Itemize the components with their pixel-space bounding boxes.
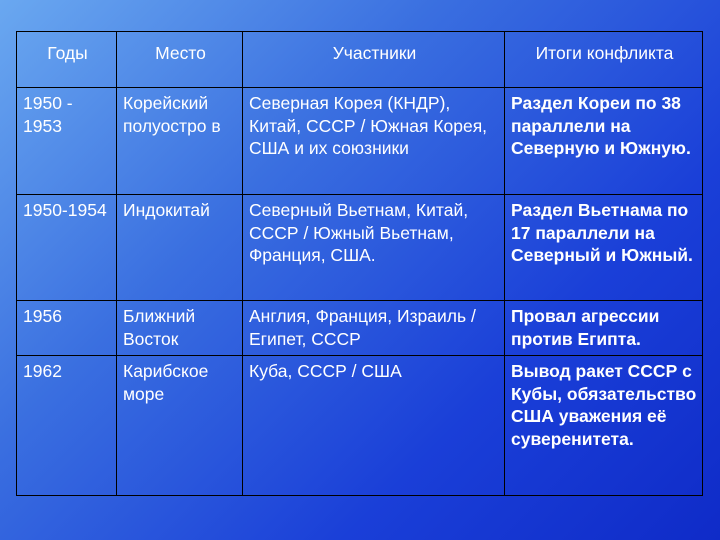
cell-result: Раздел Вьетнама по 17 параллели на Северный и Южный.: [505, 195, 703, 301]
cell-participants: Англия, Франция, Израиль / Египет, СССР: [243, 301, 505, 356]
cell-place: Ближний Восток: [117, 301, 243, 356]
table-row: [17, 356, 703, 496]
cell-result: Провал агрессии против Египта.: [505, 301, 703, 356]
header-row: [17, 32, 703, 88]
cell-result: Вывод ракет СССР с Кубы, обязательство США уважения её суверенитета.: [505, 356, 703, 496]
header-place: Место: [117, 32, 243, 88]
cell-result: Раздел Кореи по 38 параллели на Северную и Южную.: [505, 88, 703, 195]
table-row: [17, 88, 703, 195]
conflicts-table-container: [16, 31, 702, 495]
cell-years: 1956: [17, 301, 117, 356]
cell-place: Корейский полуостро в: [117, 88, 243, 195]
header-result: Итоги конфликта: [505, 32, 703, 88]
cell-years: 1962: [17, 356, 117, 496]
header-years: Годы: [17, 32, 117, 88]
table-row: [17, 301, 703, 356]
cell-participants: Северный Вьетнам, Китай, СССР / Южный Вьетнам, Франция, США.: [243, 195, 505, 301]
cell-place: Индокитай: [117, 195, 243, 301]
cell-place: Карибское море: [117, 356, 243, 496]
cell-years: 1950-1954: [17, 195, 117, 301]
conflicts-table: [16, 31, 703, 496]
cell-years: 1950 - 1953: [17, 88, 117, 195]
cell-participants: Северная Корея (КНДР), Китай, СССР / Южная Корея, США и их союзники: [243, 88, 505, 195]
table-row: [17, 195, 703, 301]
cell-participants: Куба, СССР / США: [243, 356, 505, 496]
header-participants: Участники: [243, 32, 505, 88]
